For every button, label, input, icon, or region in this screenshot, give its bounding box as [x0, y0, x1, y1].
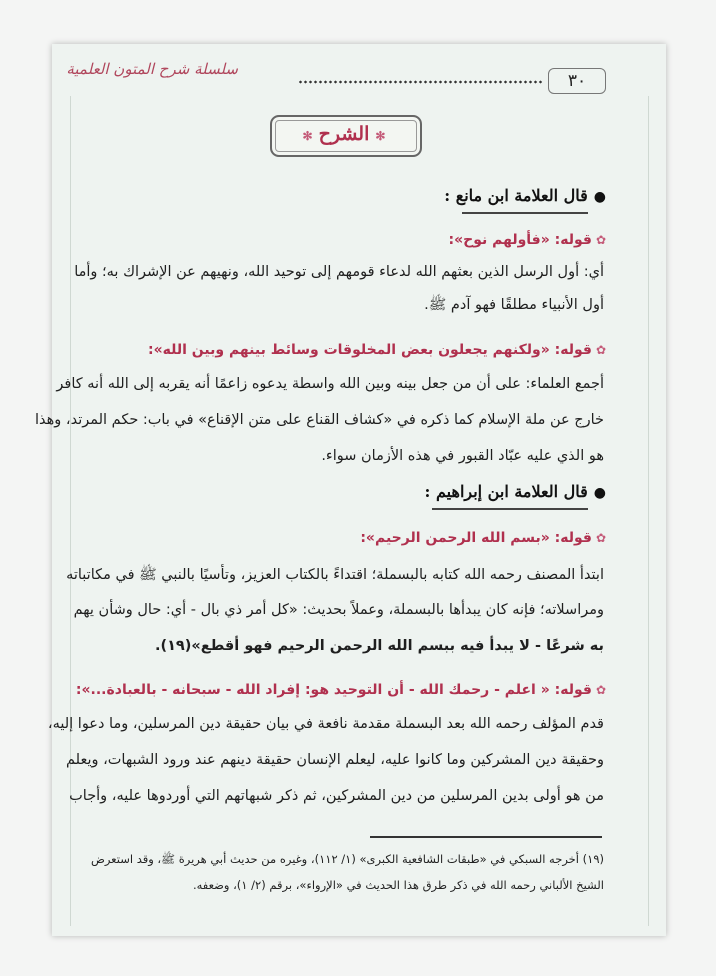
qawluh-heading	[360, 530, 606, 550]
qawluh-quote: «فأولهم نوح»:	[448, 232, 550, 248]
speaker-underline	[432, 508, 588, 510]
body-line: من هو أولى بدين المرسلين من دين المشركين، ثم ذكر شبهاتهم التي أوردوها عليه، وأجاب	[69, 788, 604, 804]
star-ornament-icon: ✻	[375, 129, 386, 143]
flower-ornament-icon: ✿	[595, 683, 606, 697]
body-line: ابتدأ المصنف رحمه الله كتابه بالبسملة؛ اقتداءً بالكتاب العزيز، وتأسيًا بالنبي ﷺ في مكاتباته	[66, 567, 604, 583]
bullet-icon: ●	[593, 485, 606, 501]
speaker-underline	[462, 212, 588, 214]
flower-ornament-icon: ✿	[595, 531, 606, 545]
qawluh-quote: « اعلم - رحمك الله - أن التوحيد هو: إفراد الله - سبحانه - بالعبادة...»:	[75, 682, 550, 698]
speaker-name: قال العلامة ابن مانع :	[444, 186, 588, 205]
book-title: سلسلة شرح المتون العلمية	[66, 60, 238, 78]
star-ornament-icon: ✻	[302, 129, 313, 143]
qawluh-quote: «ولكنهم يجعلون بعض المخلوقات وسائط بينهم وبين الله»:	[148, 342, 550, 358]
header-dotted-rule	[298, 79, 542, 85]
qawluh-heading	[75, 682, 606, 702]
body-line: خارج عن ملة الإسلام كما ذكره في «كشاف القناع على متن الإقناع» في باب: حكم المرتد، وهذا	[35, 412, 604, 428]
page-number: ٣٠	[548, 68, 606, 94]
body-line: وحقيقة دين المشركين وما كانوا عليه، ليعلم الإنسان حقيقة دينهم عند ورود الشبهات، ويعلم	[66, 752, 604, 768]
qawluh-heading	[148, 342, 606, 362]
bullet-icon: ●	[593, 189, 606, 205]
speaker-name: قال العلامة ابن إبراهيم :	[424, 482, 588, 501]
qawluh-heading	[380, 232, 606, 252]
qawluh-label: قوله:	[554, 682, 592, 698]
section-title	[270, 115, 418, 153]
body-line: أجمع العلماء: على أن من جعل بينه وبين الله واسطة يدعوه زاعمًا أنه يقربه إلى الله أنه كافر	[56, 376, 604, 392]
speaker-heading	[400, 482, 606, 506]
speaker-heading	[420, 186, 606, 210]
body-line: أي: أول الرسل الذين بعثهم الله لدعاء قومهم إلى توحيد الله، ونهيهم عن الإشراك به؛ وأما	[74, 264, 604, 280]
margin-rule	[648, 96, 649, 926]
flower-ornament-icon: ✿	[595, 233, 606, 247]
body-line: قدم المؤلف رحمه الله بعد البسملة مقدمة نافعة في بيان حقيقة دين المرسلين، وما دعوا إليه،	[47, 716, 604, 732]
flower-ornament-icon: ✿	[595, 343, 606, 357]
section-title-text: الشرح	[318, 123, 370, 145]
footnote-line: (١٩) أخرجه السبكي في «طبقات الشافعية الكبرى» (١/ ١١٢)، وغيره من حديث أبي هريرة ﷺ، وقد استعرض	[90, 852, 604, 866]
qawluh-label: قوله:	[554, 342, 592, 358]
footnote-line: الشيخ الألباني رحمه الله في ذكر طرق هذا الحديث في «الإرواء»، برقم (٢/ ١)، وضعفه.	[192, 878, 604, 892]
body-line: أول الأنبياء مطلقًا فهو آدم ﷺ.	[424, 297, 604, 313]
footnote-rule	[370, 836, 602, 838]
body-line: ومراسلاته؛ فإنه كان يبدأها بالبسملة، وعملاً بحديث: «كل أمر ذي بال - أي: حال وشأن يهم	[73, 602, 604, 618]
qawluh-label: قوله:	[554, 530, 592, 546]
body-line: هو الذي عليه عبّاد القبور في هذه الأزمان سواء.	[321, 448, 604, 464]
qawluh-label: قوله:	[554, 232, 592, 248]
qawluh-quote: «بسم الله الرحمن الرحيم»:	[360, 530, 550, 546]
body-line: به شرعًا - لا يبدأ فيه ببسم الله الرحمن الرحيم فهو أقطع»(١٩).	[154, 638, 604, 654]
